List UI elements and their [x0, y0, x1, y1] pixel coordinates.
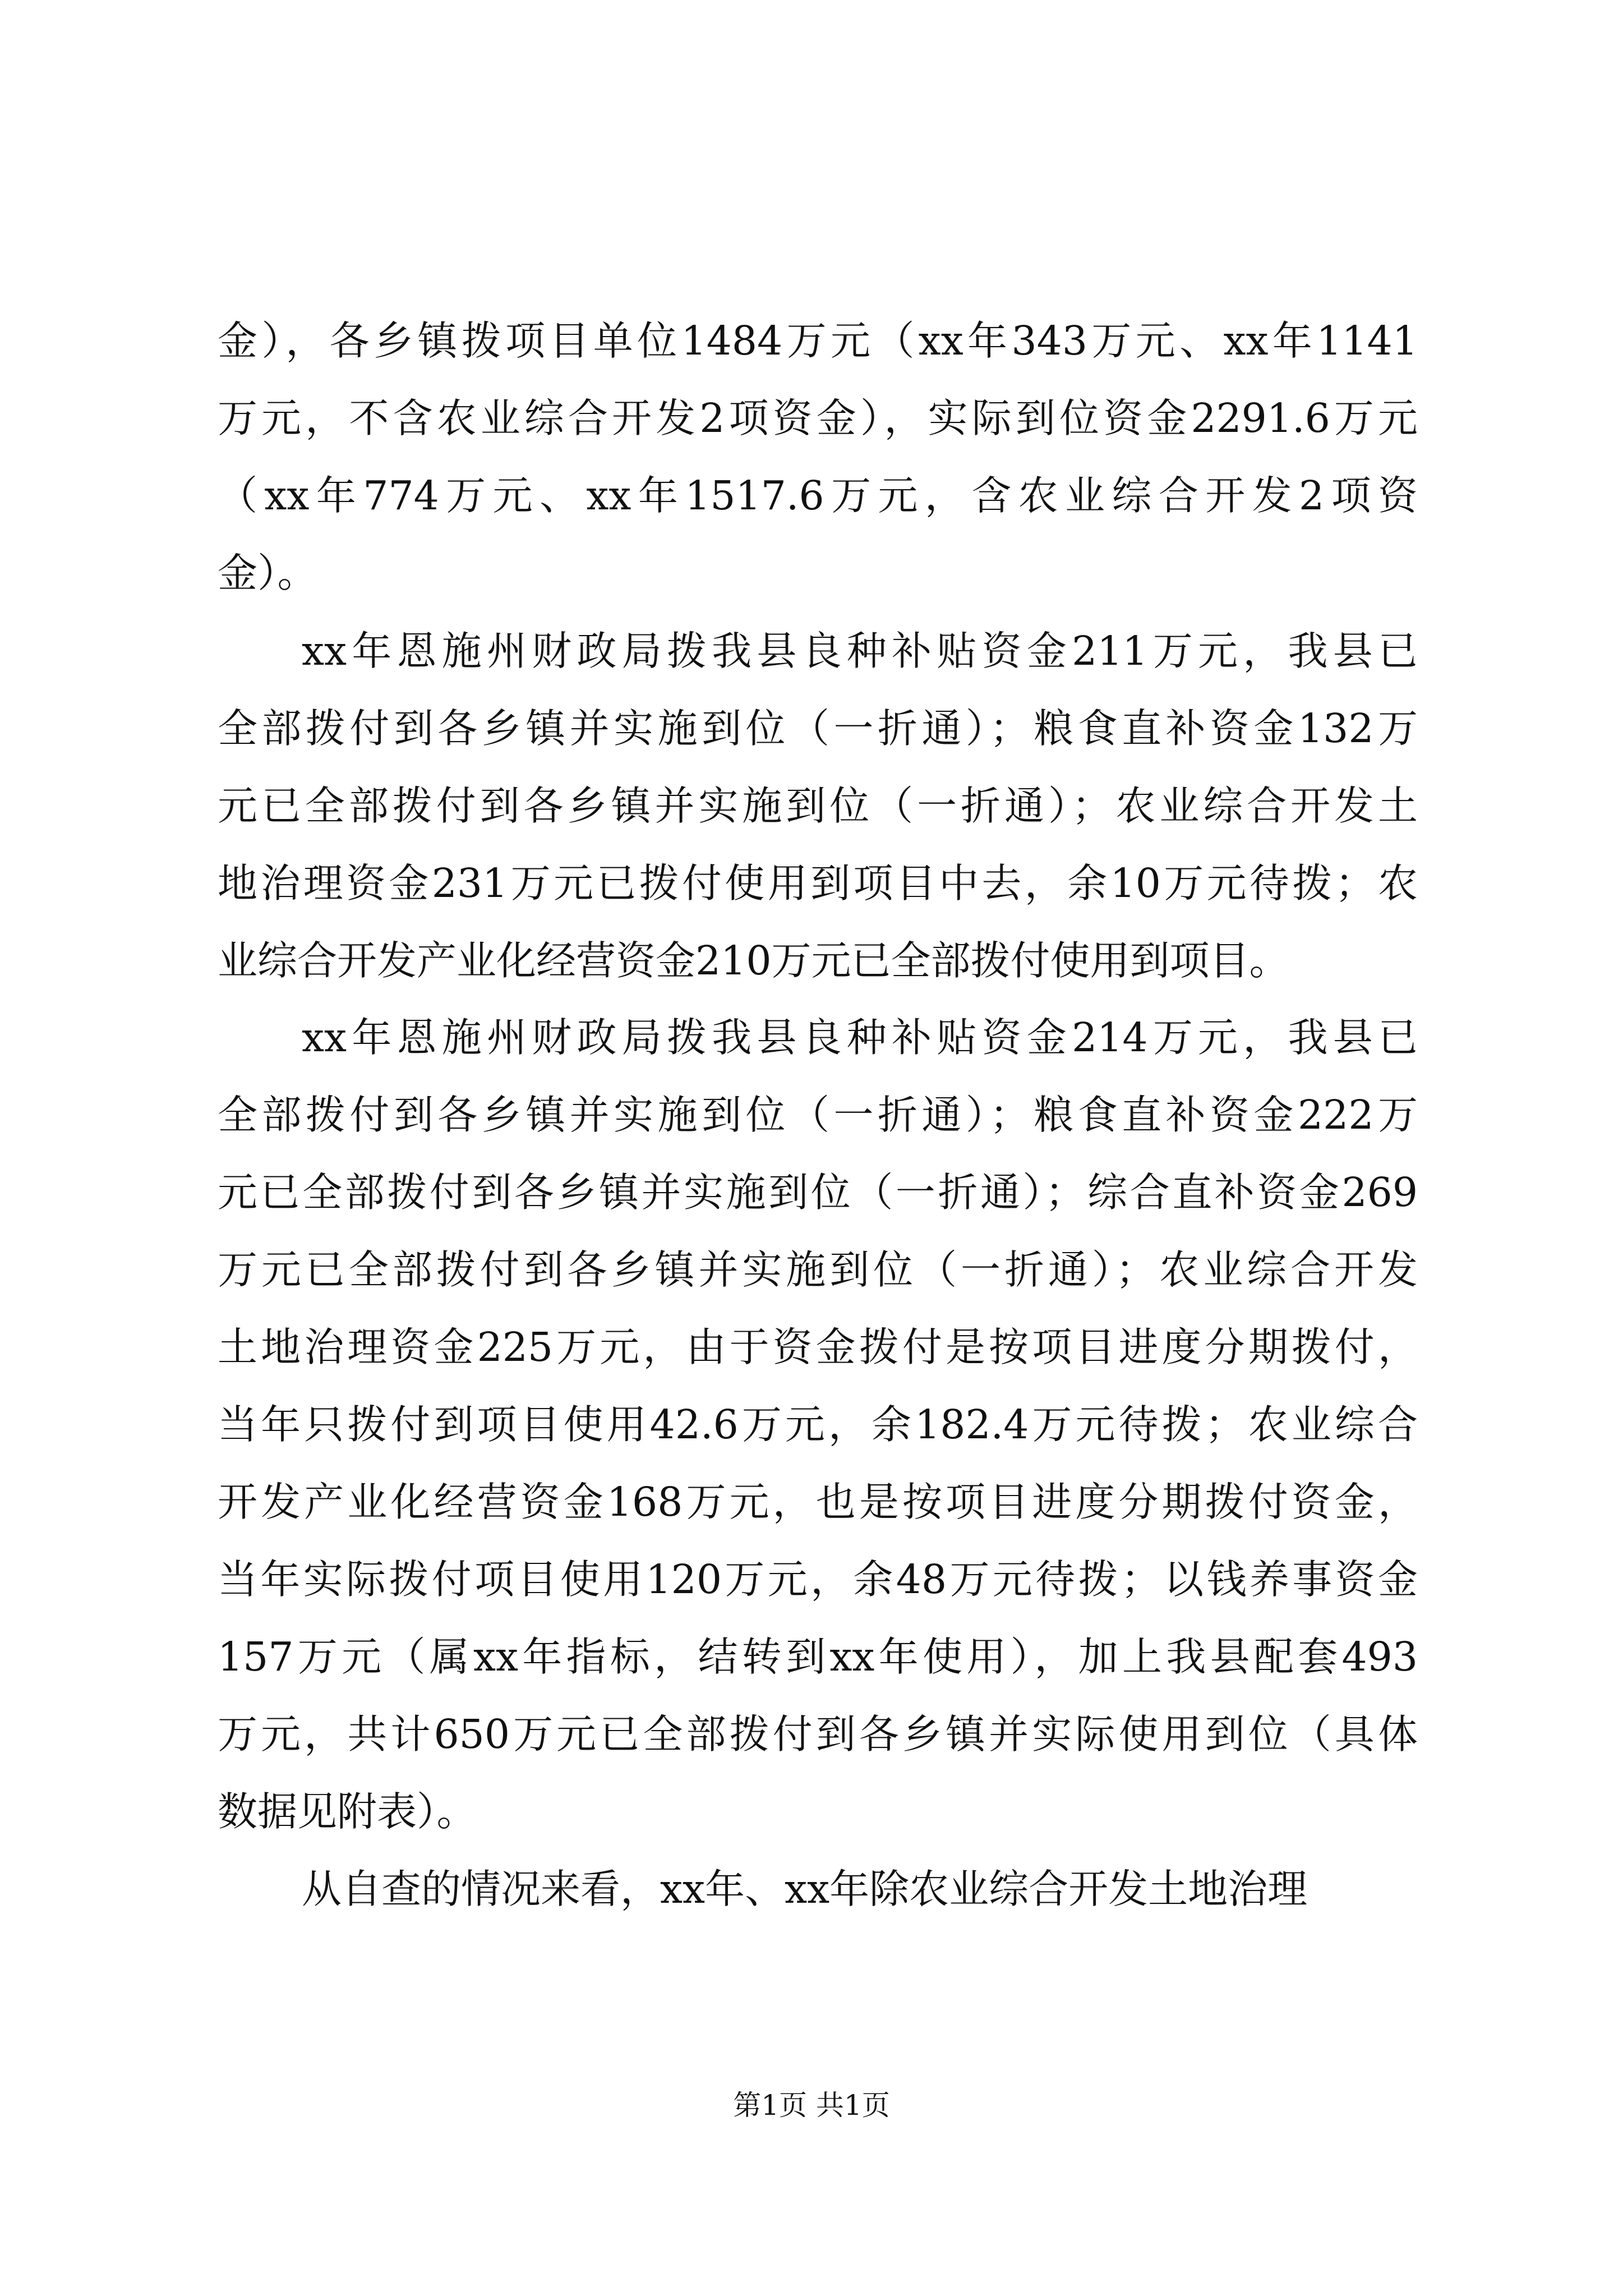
text-line-6: 全部拨付到各乡镇并实施到位（一折通）；粮食直补资金132万	[218, 705, 1418, 752]
paragraph-start-3: 从自查的情况来看，xx年、xx年除农业综合开发土地治理	[302, 1866, 1308, 1912]
text-line-7: 元已全部拨付到各乡镇并实施到位（一折通）；农业综合开发土	[218, 783, 1418, 829]
text-line-1: 金），各乡镇拨项目单位1484万元（xx年343万元、xx年1141	[218, 318, 1418, 364]
text-line-2: 万元，不含农业综合开发2项资金），实际到位资金2291.6万元	[218, 395, 1418, 441]
text-line-8: 地治理资金231万元已拨付使用到项目中去，余10万元待拨；农	[218, 860, 1418, 907]
text-line-13: 万元已全部拨付到各乡镇并实施到位（一折通）；农业综合开发	[218, 1246, 1418, 1293]
text-line-18: 157万元（属xx年指标，结转到xx年使用），加上我县配套493	[218, 1634, 1418, 1680]
text-line-16: 开发产业化经营资金168万元，也是按项目进度分期拨付资金，	[218, 1479, 1418, 1525]
paragraph-start-2: xx年恩施州财政局拨我县良种补贴资金214万元，我县已	[302, 1014, 1418, 1061]
text-line-15: 当年只拨付到项目使用42.6万元，余182.4万元待拨；农业综合	[218, 1401, 1418, 1448]
text-line-19: 万元，共计650万元已全部拨付到各乡镇并实际使用到位（具体	[218, 1711, 1418, 1757]
text-line-9: 业综合开发产业化经营资金210万元已全部拨付使用到项目。	[218, 937, 1289, 984]
text-line-3: （xx年774万元、xx年1517.6万元，含农业综合开发2项资	[218, 472, 1418, 519]
text-line-4: 金）。	[218, 550, 317, 596]
page-footer: 第1页 共1页	[733, 2089, 890, 2122]
text-line-14: 土地治理资金225万元，由于资金拨付是按项目进度分期拨付，	[218, 1324, 1418, 1370]
text-line-11: 全部拨付到各乡镇并实施到位（一折通）；粮食直补资金222万	[218, 1092, 1418, 1138]
text-line-20: 数据见附表）。	[218, 1788, 477, 1835]
paragraph-start-1: xx年恩施州财政局拨我县良种补贴资金211万元，我县已	[302, 628, 1418, 674]
text-line-17: 当年实际拨付项目使用120万元，余48万元待拨；以钱养事资金	[218, 1556, 1418, 1603]
text-line-12: 元已全部拨付到各乡镇并实施到位（一折通）；综合直补资金269	[218, 1169, 1418, 1216]
